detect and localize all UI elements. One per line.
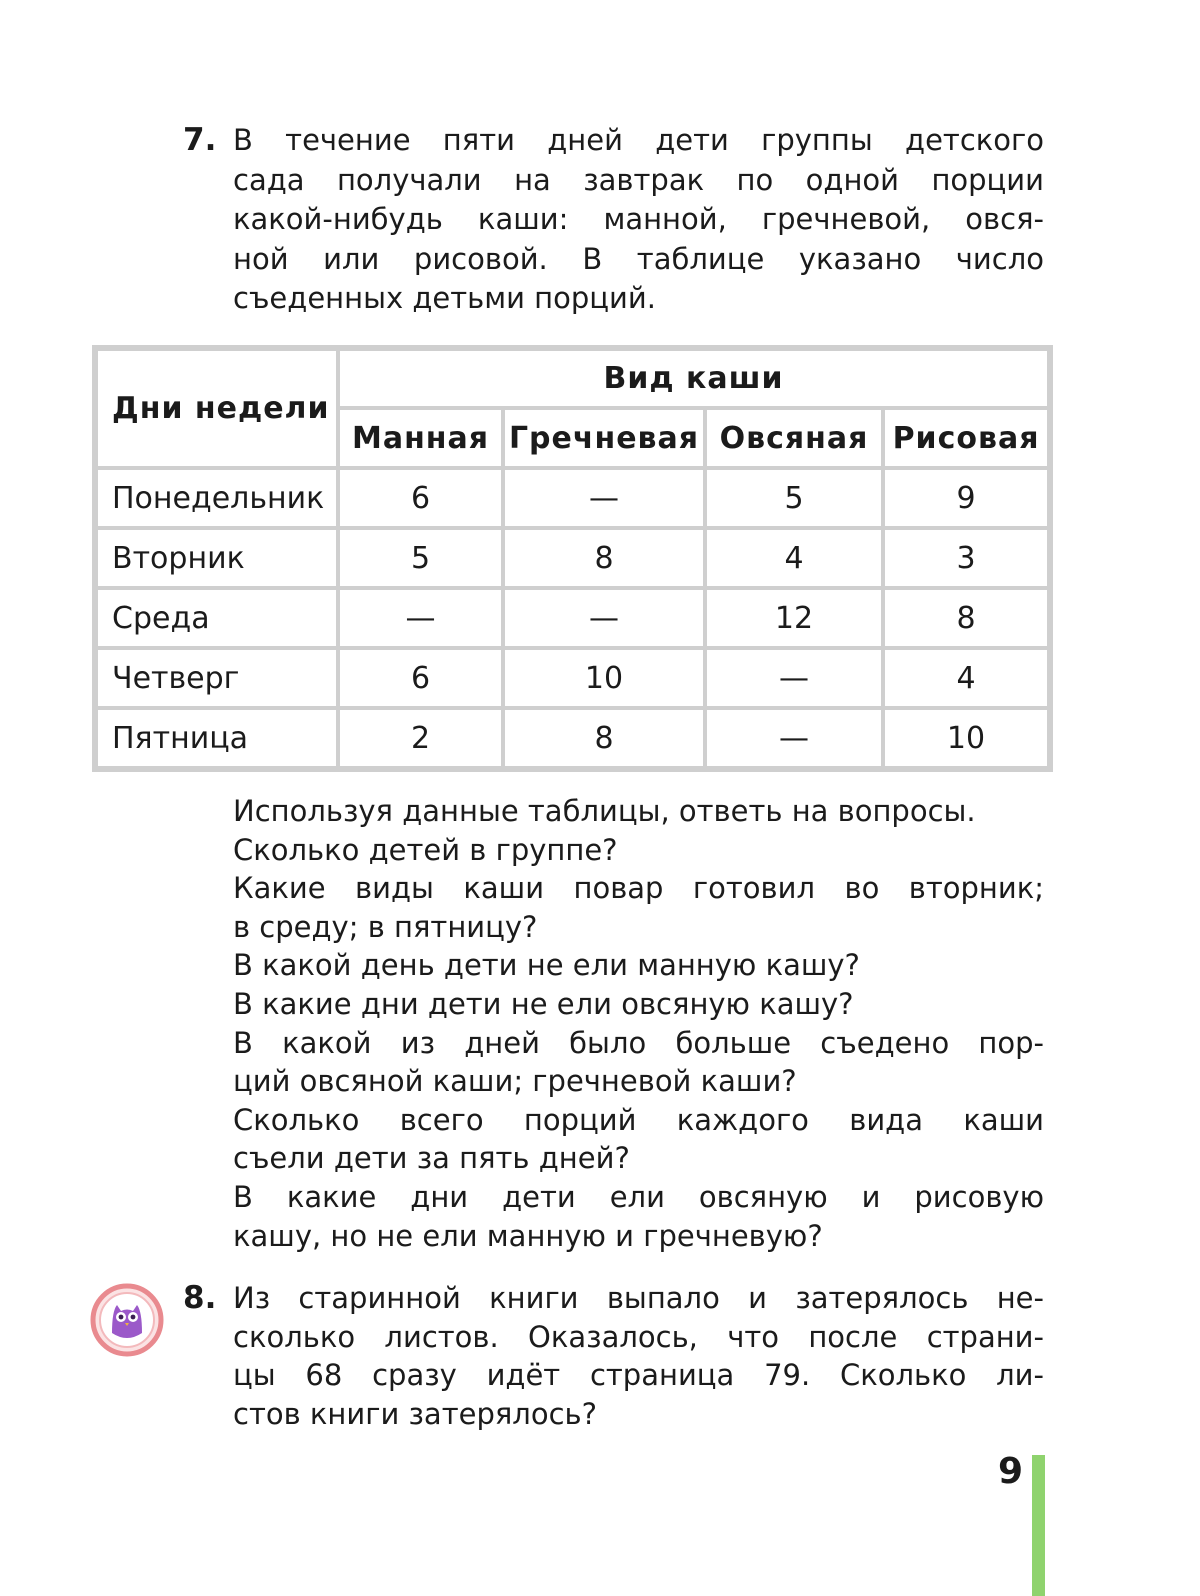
value-cell: 8 (883, 588, 1049, 648)
value-cell: 4 (883, 648, 1049, 708)
text-line: съеденных детьми порций. (233, 281, 656, 315)
column-header: Манная (338, 408, 503, 468)
value-cell: 5 (705, 468, 883, 528)
text-line: сада получали на завтрак по одной порции (233, 162, 1044, 197)
column-header: Рисовая (883, 408, 1049, 468)
table-row (96, 468, 1049, 528)
table-row (96, 708, 1049, 768)
text-line: Какие виды каши повар готовил во вторник; (233, 871, 1044, 906)
owl-icon (90, 1283, 164, 1357)
day-cell: Четверг (96, 648, 338, 708)
porridge-table (92, 345, 1053, 772)
task-8-text (233, 1279, 1044, 1433)
value-cell: — (503, 468, 705, 528)
text-line: кашу, но не ели манную и гречневую? (233, 1218, 823, 1253)
value-cell: — (705, 708, 883, 768)
text-line: В какой из дней было больше съедено пор- (233, 1025, 1044, 1060)
task-7-questions (233, 792, 1044, 1255)
text-line: Сколько всего порций каждого вида каши (233, 1102, 1044, 1137)
text-line: съели дети за пять дней? (233, 1141, 630, 1176)
text-line: стов книги затерялось? (233, 1396, 598, 1431)
value-cell: 2 (338, 708, 503, 768)
table-row (96, 648, 1049, 708)
value-cell: 6 (338, 468, 503, 528)
days-header: Дни недели (96, 349, 338, 468)
value-cell: 10 (883, 708, 1049, 768)
column-header: Овсяная (705, 408, 883, 468)
day-cell: Вторник (96, 528, 338, 588)
text-line: какой-нибудь каши: манной, гречневой, овся- (233, 202, 1044, 236)
value-cell: 8 (503, 528, 705, 588)
task-7-number: 7. (183, 122, 217, 158)
text-line: в среду; в пятницу? (233, 909, 538, 944)
value-cell: 5 (338, 528, 503, 588)
page-number: 9 (998, 1451, 1024, 1492)
task-7-intro (233, 121, 1044, 319)
value-cell: 9 (883, 468, 1049, 528)
text-line: Сколько детей в группе? (233, 832, 618, 867)
value-cell: 4 (705, 528, 883, 588)
text-line: Из старинной книги выпало и затерялось не- (233, 1281, 1044, 1315)
value-cell: — (338, 588, 503, 648)
text-line: ной или рисовой. В таблице указано число (233, 241, 1044, 276)
task-8-number: 8. (183, 1280, 217, 1316)
text-line: сколько листов. Оказалось, что после страни- (233, 1319, 1044, 1354)
value-cell: 8 (503, 708, 705, 768)
text-line: В течение пяти дней дети группы детского (233, 123, 1044, 157)
text-line: цы 68 сразу идёт страница 79. Сколько ли- (233, 1358, 1044, 1393)
day-cell: Понедельник (96, 468, 338, 528)
column-header: Гречневая (503, 408, 705, 468)
value-cell: 3 (883, 528, 1049, 588)
table-row (96, 528, 1049, 588)
text-line: В какие дни дети не ели овсяную кашу? (233, 986, 854, 1021)
page-edge-bar (1032, 1455, 1045, 1596)
day-cell: Пятница (96, 708, 338, 768)
porridge-type-header: Вид каши (338, 349, 1049, 408)
text-line: В какие дни дети ели овсяную и рисовую (233, 1179, 1044, 1214)
value-cell: 6 (338, 648, 503, 708)
text-line: ций овсяной каши; гречневой каши? (233, 1064, 797, 1099)
value-cell: — (705, 648, 883, 708)
value-cell: — (503, 588, 705, 648)
text-line: В какой день дети не ели манную кашу? (233, 948, 860, 983)
table-row (96, 588, 1049, 648)
text-line: Используя данные таблицы, ответь на вопросы. (233, 794, 976, 828)
value-cell: 10 (503, 648, 705, 708)
day-cell: Среда (96, 588, 338, 648)
value-cell: 12 (705, 588, 883, 648)
